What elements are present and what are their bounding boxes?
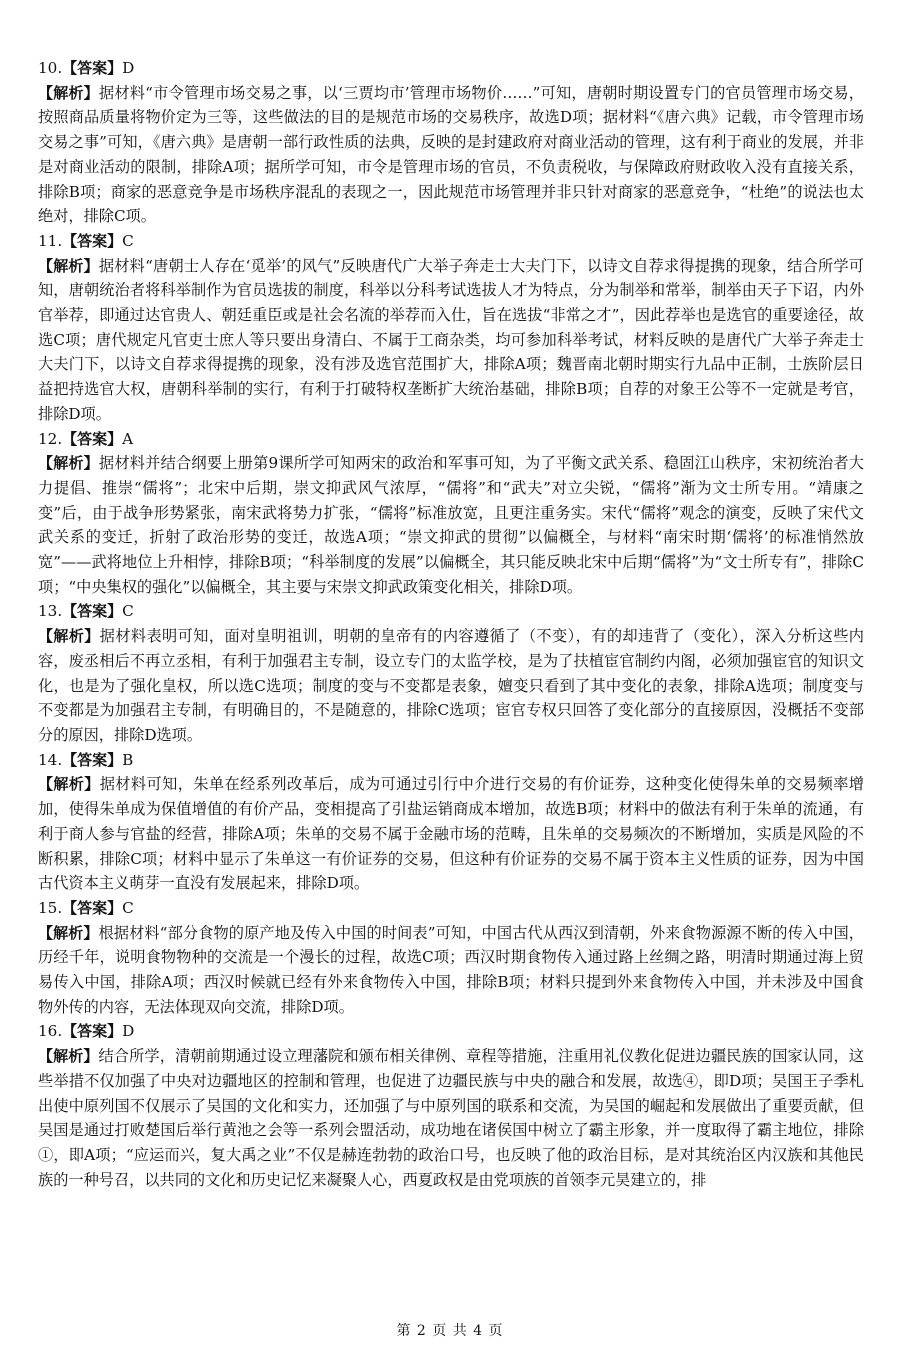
analysis-tag: 【解析】 [38, 775, 100, 794]
question-number: 14. [38, 750, 63, 769]
analysis-text: 结合所学，清朝前期通过设立理藩院和颁布相关律例、章程等措施，注重用礼仪教化促进边疆民族的国家认同，这些举措不仅加强了中央对边疆地区的控制和管理，也促进了边疆民族与中央的融合和发展，故选④，即D项；吴国王子季札出使中原列国不仅展示了吴国的文化和实力，还加强了与中原列国的联系和交流，为吴国的崛起和发展做出了重要贡献，但吴国是通过打败楚国后举行黄池之会等一系列会盟活动，成功地在诸侯国中树立了霸主形象，并一度取得了霸主地位，排除①，即A项；“应运而兴，复大禹之业”不仅是赫连勃勃的政治口号，也反映了他的政治目标，是对其统治区内汉族和其他民族的一种号召，以共同的文化和历史记忆来凝聚人心，西夏政权是由党项族的首领李元昊建立的，排 [38, 1047, 864, 1189]
answer-tag: 【答案】 [62, 231, 123, 250]
question-number: 10. [38, 59, 63, 77]
analysis-text: 据材料并结合纲要上册第9课所学可知两宋的政治和军事可知，为了平衡文武关系、稳固江山秩序，宋初统治者大力提倡、推崇“儒将”；北宋中后期，崇文抑武风气浓厚，“儒将”和“武夫”对立尖锐，“儒将”渐为文士所专用。“靖康之变”后，由于战争形势紧张，南宋武将势力扩张，“儒将”标准放宽，且更注重务实。宋代“儒将”观念的演变，反映了宋代文武关系的变迁，折射了政治形势的变迁，故选A项；“崇文抑武的贯彻”以偏概全，与材料“南宋时期‘儒将’的标准悄然放宽”——武将地位上升相悖，排除B项；“科举制度的发展”以偏概全，其只能反映北宋中后期“儒将”为“文士所专有”，排除C项；“中央集权的强化”以偏概全，其主要与宋崇文抑武政策变化相关，排除D项。 [38, 454, 864, 596]
answer-line [38, 748, 864, 773]
answer-tag: 【答案】 [62, 1022, 123, 1041]
analysis-paragraph [38, 81, 864, 229]
answer-line [38, 427, 864, 452]
answer-line [38, 1019, 864, 1044]
analysis-tag: 【解析】 [38, 454, 99, 473]
question-10 [38, 56, 864, 229]
question-13 [38, 599, 864, 747]
answer-value: D [122, 59, 135, 77]
answer-tag: 【答案】 [62, 59, 123, 77]
answer-line [38, 229, 864, 254]
answer-value: C [122, 602, 134, 621]
answer-tag: 【答案】 [62, 429, 123, 448]
analysis-text: 据材料表明可知，面对皇明祖训，明朝的皇帝有的内容遵循了（不变），有的却违背了（变化），深入分析这些内容，废丞相后不再立丞相，有利于加强君主专制，设立专门的太监学校，是为了扶植宦官制约内阁，必须加强宦官的知识文化，也是为了强化皇权，所以选C选项；制度的变与不变都是表象，嬗变只看到了其中变化的表象，排除A选项；制度变与不变都是为加强君主专制，有明确目的，不是随意的，排除C选项；宦官专权只回答了变化部分的直接原因，没概括不变部分的原因，排除D选项。 [38, 627, 864, 744]
page-footer: 第 2 页 共 4 页 [396, 1323, 504, 1339]
answer-value: D [122, 1022, 135, 1041]
analysis-tag: 【解析】 [38, 83, 99, 102]
question-14 [38, 748, 864, 896]
answer-value: C [122, 898, 134, 917]
question-number: 11. [38, 231, 63, 250]
answer-value: B [122, 750, 134, 769]
question-12 [38, 427, 864, 600]
answer-tag: 【答案】 [62, 602, 123, 621]
question-15 [38, 896, 864, 1020]
analysis-paragraph [38, 1044, 864, 1192]
analysis-text: 据材料可知，朱单在经系列改革后，成为可通过引行中介进行交易的有价证券，这种变化使得朱单的交易频率增加，使得朱单成为保值增值的有价产品，变相提高了引盐运销商成本增加，故选B项；材料中的做法有利于朱单的流通，有利于商人参与官盐的经营，排除A项；朱单的交易不属于金融市场的范畴，且朱单的交易频次的不断增加，实质是风险的不断积累，排除C项；材料中显示了朱单这一有价证券的交易，但这种有价证券的交易不属于资本主义性质的证券，因为中国古代资本主义萌芽一直没有发展起来，排除D项。 [38, 775, 864, 893]
analysis-tag: 【解析】 [38, 923, 99, 942]
question-number: 13. [38, 602, 63, 621]
analysis-tag: 【解析】 [38, 1047, 99, 1066]
analysis-paragraph [38, 254, 864, 427]
answer-analysis-list [38, 56, 864, 1192]
answer-tag: 【答案】 [62, 750, 123, 769]
answer-value: A [122, 429, 134, 448]
analysis-paragraph [38, 921, 864, 1020]
question-number: 12. [38, 429, 63, 448]
answer-tag: 【答案】 [62, 898, 123, 917]
answer-line [38, 896, 864, 921]
answer-value: C [122, 231, 134, 250]
analysis-tag: 【解析】 [38, 627, 100, 646]
answer-line [38, 599, 864, 624]
analysis-paragraph [38, 451, 864, 599]
question-number: 15. [38, 898, 63, 917]
analysis-text: 根据材料“部分食物的原产地及传入中国的时间表”可知，中国古代从西汉到清朝，外来食物源源不断的传入中国，历经千年，说明食物物种的交流是一个漫长的过程，故选C项；西汉时期食物传入通过路上丝绸之路，明清时期通过海上贸易传入中国，排除A项；西汉时候就已经有外来食物传入中国，排除B项；材料只提到外来食物传入中国，并未涉及中国食物外传的内容，无法体现双向交流，排除D项。 [38, 923, 864, 1016]
question-16 [38, 1019, 864, 1192]
answer-line [38, 56, 864, 81]
question-11 [38, 229, 864, 427]
analysis-paragraph [38, 772, 864, 896]
question-number: 16. [38, 1022, 63, 1041]
analysis-text: 据材料“市令管理市场交易之事，以‘三贾均市’管理市场物价……”可知，唐朝时期设置专门的官员管理市场交易，按照商品质量将物价定为三等，这些做法的目的是规范市场的交易秩序，故选D项；据材料“《唐六典》记载，市令管理市场交易之事”可知，《唐六典》是唐朝一部行政性质的法典，反映的是封建政府对商业活动的管理，这有利于商业的发展，并非是对商业活动的限制，排除A项；据所学可知，市令是管理市场的官员，不负责税收，与保障政府财政收入没有直接关系，排除B项；商家的恶意竞争是市场秩序混乱的表现之一，因此规范市场管理并非只针对商家的恶意竞争，“杜绝”的说法也太绝对，排除C项。 [38, 83, 864, 226]
analysis-paragraph [38, 624, 864, 748]
analysis-tag: 【解析】 [38, 256, 99, 275]
analysis-text: 据材料“唐朝士人存在‘觅举’的风气”反映唐代广大举子奔走士大夫门下，以诗文自荐求得提携的现象，结合所学可知，唐朝统治者将科举制作为官员选拔的制度，科举以分科考试选拔人才为特点，分为制举和常举，制举由天子下诏，内外官举荐，即通过达官贵人、朝廷重臣或是社会名流的举荐而入仕，旨在选拔“非常之才”，因此荐举也是选官的重要途径，故选C项；唐代规定凡官吏士庶人等只要出身清白、不属于工商杂类，均可参加科举考试，材料反映的是唐代广大举子奔走士大夫门下，以诗文自荐求得提携的现象，没有涉及选官范围扩大，排除A项；魏晋南北朝时期实行九品中正制，士族阶层日益把持选官大权，唐朝科举制的实行，有利于打破特权垄断扩大统治基础，排除B项；自荐的对象王公等不一定就是考官，排除D项。 [38, 256, 864, 423]
